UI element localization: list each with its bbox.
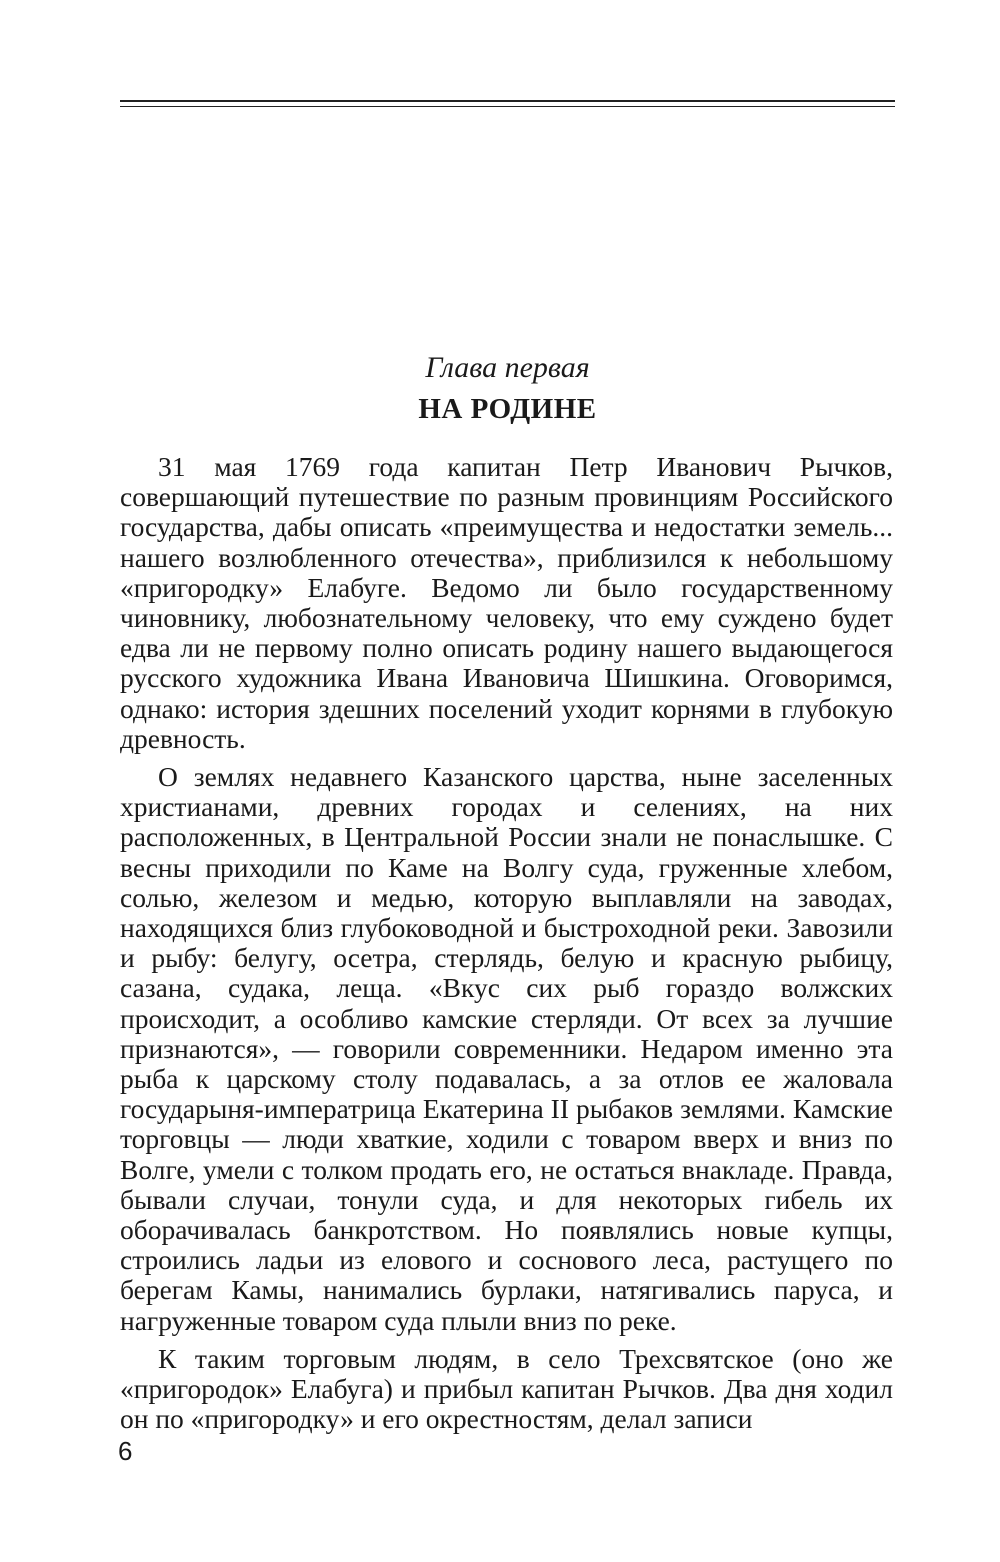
chapter-title: НА РОДИНЕ (418, 393, 597, 425)
header-rule-thick (120, 100, 895, 102)
paragraph: О землях недавнего Казанского царства, ныне заселенных христианами, древних городах и селениях, на них расположенных, в Центральной России знали не понаслышке. С весны приходили по Каме на Волгу суда, груженные хлебом, солью, железом и медью, которую выплавляли на заводах, находящихся близ глубоководной и быстроходной реки. Завозили и рыбу: белугу, осетра, стерлядь, белую и красную рыбицу, сазана, судака, леща. «Вкус сих рыб гораздо волжских происходит, а особливо камские стерляди. От всех за лучшие признаются», — говорили современники. Недаром именно эта рыба к царскому столу подавалась, а за отлов ее жаловала государыня-императрица Екатерина II рыбаков землями. Камские торговцы — люди хваткие, ходили с товаром вверх и вниз по Волге, умели с толком продать его, не остаться внакладе. Правда, бывали случаи, тонули суда, и для некоторых гибель их оборачивалась банкротством. Но появлялись новые купцы, строились ладьи из елового и соснового леса, растущего по берегам Камы, нанимались бурлаки, натягивались паруса, и нагруженные товаром суда плыли вниз по реке. (120, 761, 893, 1336)
chapter-label: Глава первая (425, 351, 590, 384)
paragraph: К таким торговым людям, в село Трехсвятское (оно же «пригородок» Елабуга) и прибыл капитан Рычков. Два дня ходил он по «пригородку» и его окрестностям, делал записи (120, 1342, 893, 1435)
body-text (120, 452, 893, 1443)
paragraph: 31 мая 1769 года капитан Петр Иванович Рычков, совершающий путешествие по разным провинциям Российского государства, дабы описать «преимущества и недостатки земель... нашего возлюбленного отечества», приблизился к небольшому «пригородку» Елабуге. Ведомо ли было государственному чиновнику, любознательному человеку, что ему суждено будет едва ли не первому полно описать родину нашего выдающегося русского художника Ивана Ивановича Шишкина. Оговоримся, однако: история здешних поселений уходит корнями в глубокую древность. (120, 451, 893, 754)
header-rule-thin (120, 106, 895, 107)
page-number: 6 (118, 1436, 133, 1466)
